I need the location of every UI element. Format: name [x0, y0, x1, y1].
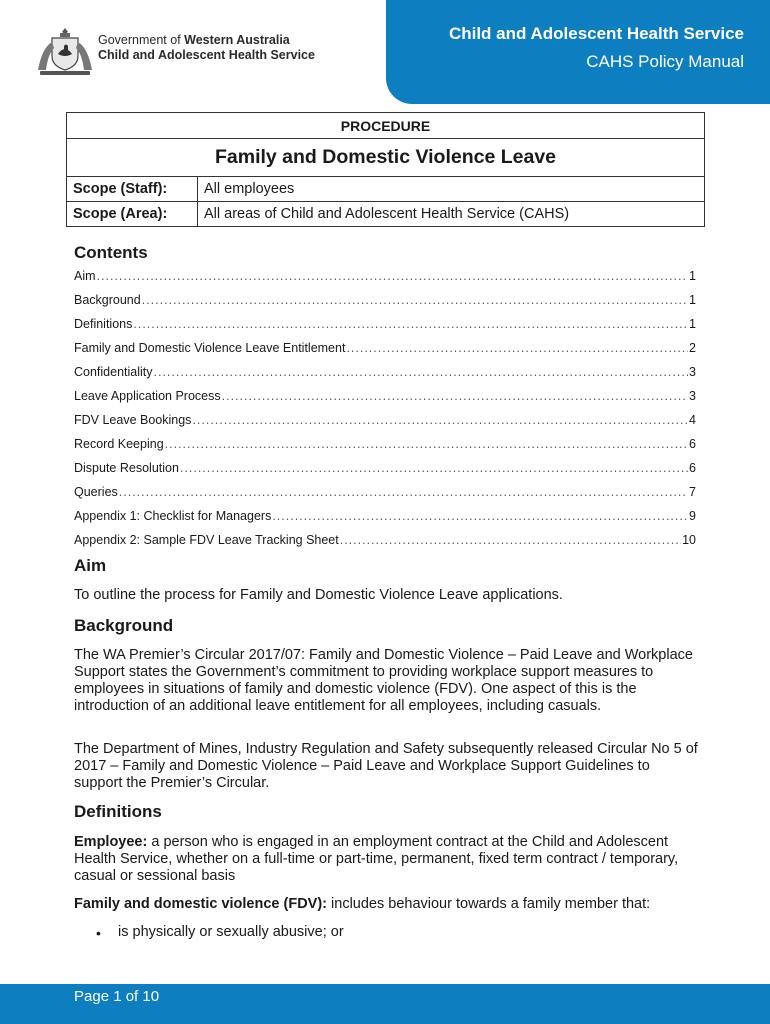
- toc-entry[interactable]: [74, 484, 696, 508]
- toc-entry-page: 7: [689, 485, 696, 499]
- scope-area-label: Scope (Area):: [67, 202, 198, 227]
- contents-heading: Contents: [74, 243, 148, 262]
- procedure-title: Family and Domestic Violence Leave: [67, 139, 705, 177]
- page-number: Page 1 of 10: [74, 988, 160, 1005]
- toc-entry[interactable]: [74, 364, 696, 388]
- toc-entry[interactable]: [74, 412, 696, 436]
- bullet-item: is physically or sexually abusive; or: [118, 924, 344, 940]
- toc-entry-title: Aim: [74, 269, 96, 283]
- toc-entry-page: 1: [689, 269, 696, 283]
- toc-entry-page: 4: [689, 413, 696, 427]
- toc-entry-page: 3: [689, 365, 696, 379]
- definition-employee-term: Employee:: [74, 834, 148, 850]
- gov-line2: Child and Adolescent Health Service: [98, 48, 315, 62]
- toc-entry-title: Record Keeping: [74, 437, 164, 451]
- toc-entry[interactable]: [74, 292, 696, 316]
- toc-entry-page: 3: [689, 389, 696, 403]
- definition-fdv-term: Family and domestic violence (FDV):: [74, 896, 327, 912]
- definition-employee: [74, 834, 698, 885]
- definition-fdv: [74, 896, 698, 913]
- toc-entry-title: Appendix 1: Checklist for Managers: [74, 509, 272, 523]
- toc-entry-page: 6: [689, 437, 696, 451]
- procedure-table: [66, 112, 705, 227]
- gov-line1-prefix: Government of: [98, 33, 185, 47]
- toc-entry-title: Leave Application Process: [74, 389, 221, 403]
- scope-staff-label: Scope (Staff):: [67, 177, 198, 202]
- table-of-contents: [74, 268, 696, 556]
- header-banner: [386, 0, 770, 104]
- toc-entry-title: Confidentiality: [74, 365, 153, 379]
- toc-entry[interactable]: [74, 532, 696, 556]
- banner-subtitle: CAHS Policy Manual: [586, 52, 744, 71]
- toc-entry[interactable]: [74, 460, 696, 484]
- procedure-label: PROCEDURE: [67, 113, 705, 139]
- toc-entry-title: Family and Domestic Violence Leave Entitlement: [74, 341, 346, 355]
- toc-entry-title: Background: [74, 293, 141, 307]
- toc-entry[interactable]: [74, 340, 696, 364]
- toc-entry[interactable]: [74, 388, 696, 412]
- toc-entry-page: 9: [689, 509, 696, 523]
- definition-employee-text: a person who is engaged in an employment contract at the Child and Adolescent Health Service, whether on a full-time or part-time, permanent, fixed term contract / temporary, casual or sessional basis: [74, 834, 679, 884]
- aim-text: To outline the process for Family and Domestic Violence Leave applications.: [74, 587, 563, 603]
- background-heading: Background: [74, 616, 174, 635]
- definition-fdv-text: includes behaviour towards a family member that:: [327, 896, 651, 912]
- toc-entry-page: 10: [682, 533, 696, 547]
- toc-entry[interactable]: [74, 316, 696, 340]
- background-paragraph-2: The Department of Mines, Industry Regulation and Safety subsequently released Circular No 5 of 2017 – Family and Domestic Violence – Paid Leave and Workplace Support Guidelines to support the Premier’s Circular.: [74, 741, 698, 791]
- toc-entry[interactable]: [74, 268, 696, 292]
- toc-entry-page: 2: [689, 341, 696, 355]
- definitions-heading: Definitions: [74, 802, 162, 821]
- background-paragraph-1: The WA Premier’s Circular 2017/07: Family and Domestic Violence – Paid Leave and Workplace Support states the Government’s commitment to providing workplace support measures to employees in situations of family and domestic violence (FDV). One aspect of this is the introduction of an additional leave entitlement for all employees, including casuals.: [74, 647, 693, 714]
- government-branding: [98, 33, 315, 63]
- scope-area-value: All areas of Child and Adolescent Health Service (CAHS): [198, 202, 705, 227]
- toc-entry-title: Queries: [74, 485, 118, 499]
- toc-entry-page: 1: [689, 317, 696, 331]
- toc-entry-page: 1: [689, 293, 696, 307]
- page-footer: [0, 984, 770, 1024]
- toc-entry-title: Dispute Resolution: [74, 461, 179, 475]
- page-header: [0, 0, 770, 105]
- aim-heading: Aim: [74, 556, 107, 575]
- banner-title: Child and Adolescent Health Service: [448, 24, 744, 43]
- toc-entry-title: Definitions: [74, 317, 133, 331]
- scope-staff-value: All employees: [198, 177, 705, 202]
- toc-entry-page: 6: [689, 461, 696, 475]
- wa-coat-of-arms-icon: [34, 26, 96, 78]
- gov-line1-bold: Western Australia: [184, 33, 290, 47]
- toc-entry-title: FDV Leave Bookings: [74, 413, 192, 427]
- bullet-marker: •: [96, 925, 101, 941]
- toc-entry[interactable]: [74, 436, 696, 460]
- toc-entry-title: Appendix 2: Sample FDV Leave Tracking Sheet: [74, 533, 339, 547]
- toc-entry[interactable]: [74, 508, 696, 532]
